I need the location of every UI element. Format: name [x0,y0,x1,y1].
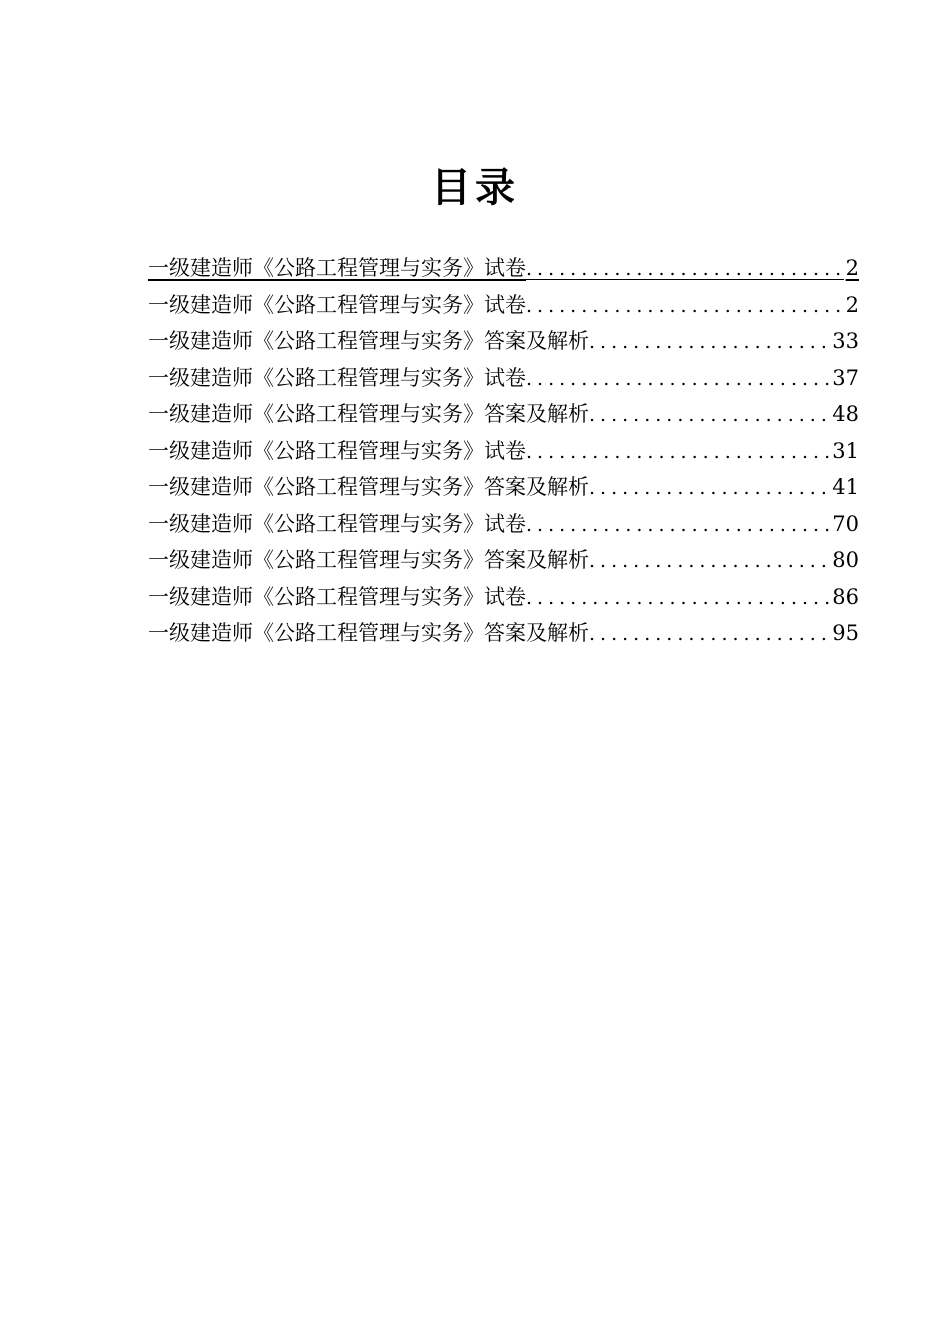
toc-entry[interactable] [148,287,859,324]
toc-entry-page: 2 [845,292,859,317]
toc-entry-text: 一级建造师《公路工程管理与实务》答案及解析 [148,621,589,645]
toc-entry-text: 一级建造师《公路工程管理与实务》试卷 [148,365,526,390]
toc-leader-dots [589,397,830,434]
toc-entry-text: 一级建造师《公路工程管理与实务》答案及解析 [148,475,589,499]
toc-leader-dots [589,616,830,653]
toc-leader-dots [526,288,844,325]
page-title: 目录 [431,165,519,211]
toc-entry-text: 一级建造师《公路工程管理与实务》答案及解析 [148,548,589,572]
toc-entry[interactable] [148,396,859,433]
toc-entry[interactable] [148,542,859,579]
toc-leader-dots [526,507,830,544]
toc-leader-dots [589,470,830,507]
toc-entry-page: 2 [845,256,859,280]
toc-entry[interactable] [148,615,859,652]
toc-entry-text: 一级建造师《公路工程管理与实务》试卷 [148,511,526,536]
toc-leader-dots [589,324,830,361]
toc-list [148,250,859,652]
toc-entry-page: 41 [832,475,859,499]
toc-entry[interactable] [148,250,859,287]
toc-entry[interactable] [148,433,859,470]
toc-entry-page: 33 [832,329,859,353]
toc-entry-text: 一级建造师《公路工程管理与实务》试卷 [148,256,526,280]
toc-entry[interactable] [148,323,859,360]
toc-entry-text: 一级建造师《公路工程管理与实务》试卷 [148,438,526,463]
toc-entry[interactable] [148,360,859,397]
toc-leader-dots [526,580,830,617]
toc-entry-text: 一级建造师《公路工程管理与实务》答案及解析 [148,329,589,353]
toc-entry-page: 95 [832,621,859,645]
toc-entry-page: 70 [832,511,859,536]
toc-entry-page: 31 [832,438,859,463]
toc-entry[interactable] [148,579,859,616]
toc-entry[interactable] [148,506,859,543]
toc-leader-dots [526,361,830,398]
toc-entry-page: 86 [832,584,859,609]
toc-entry-page: 48 [832,402,859,426]
toc-leader-dots [589,543,830,580]
toc-leader-dots [526,434,830,471]
toc-entry-text: 一级建造师《公路工程管理与实务》试卷 [148,584,526,609]
toc-entry-text: 一级建造师《公路工程管理与实务》试卷 [148,292,526,317]
toc-entry-page: 37 [832,365,859,390]
toc-entry-page: 80 [832,548,859,572]
toc-entry-text: 一级建造师《公路工程管理与实务》答案及解析 [148,402,589,426]
toc-leader-dots [526,251,844,288]
toc-entry[interactable] [148,469,859,506]
